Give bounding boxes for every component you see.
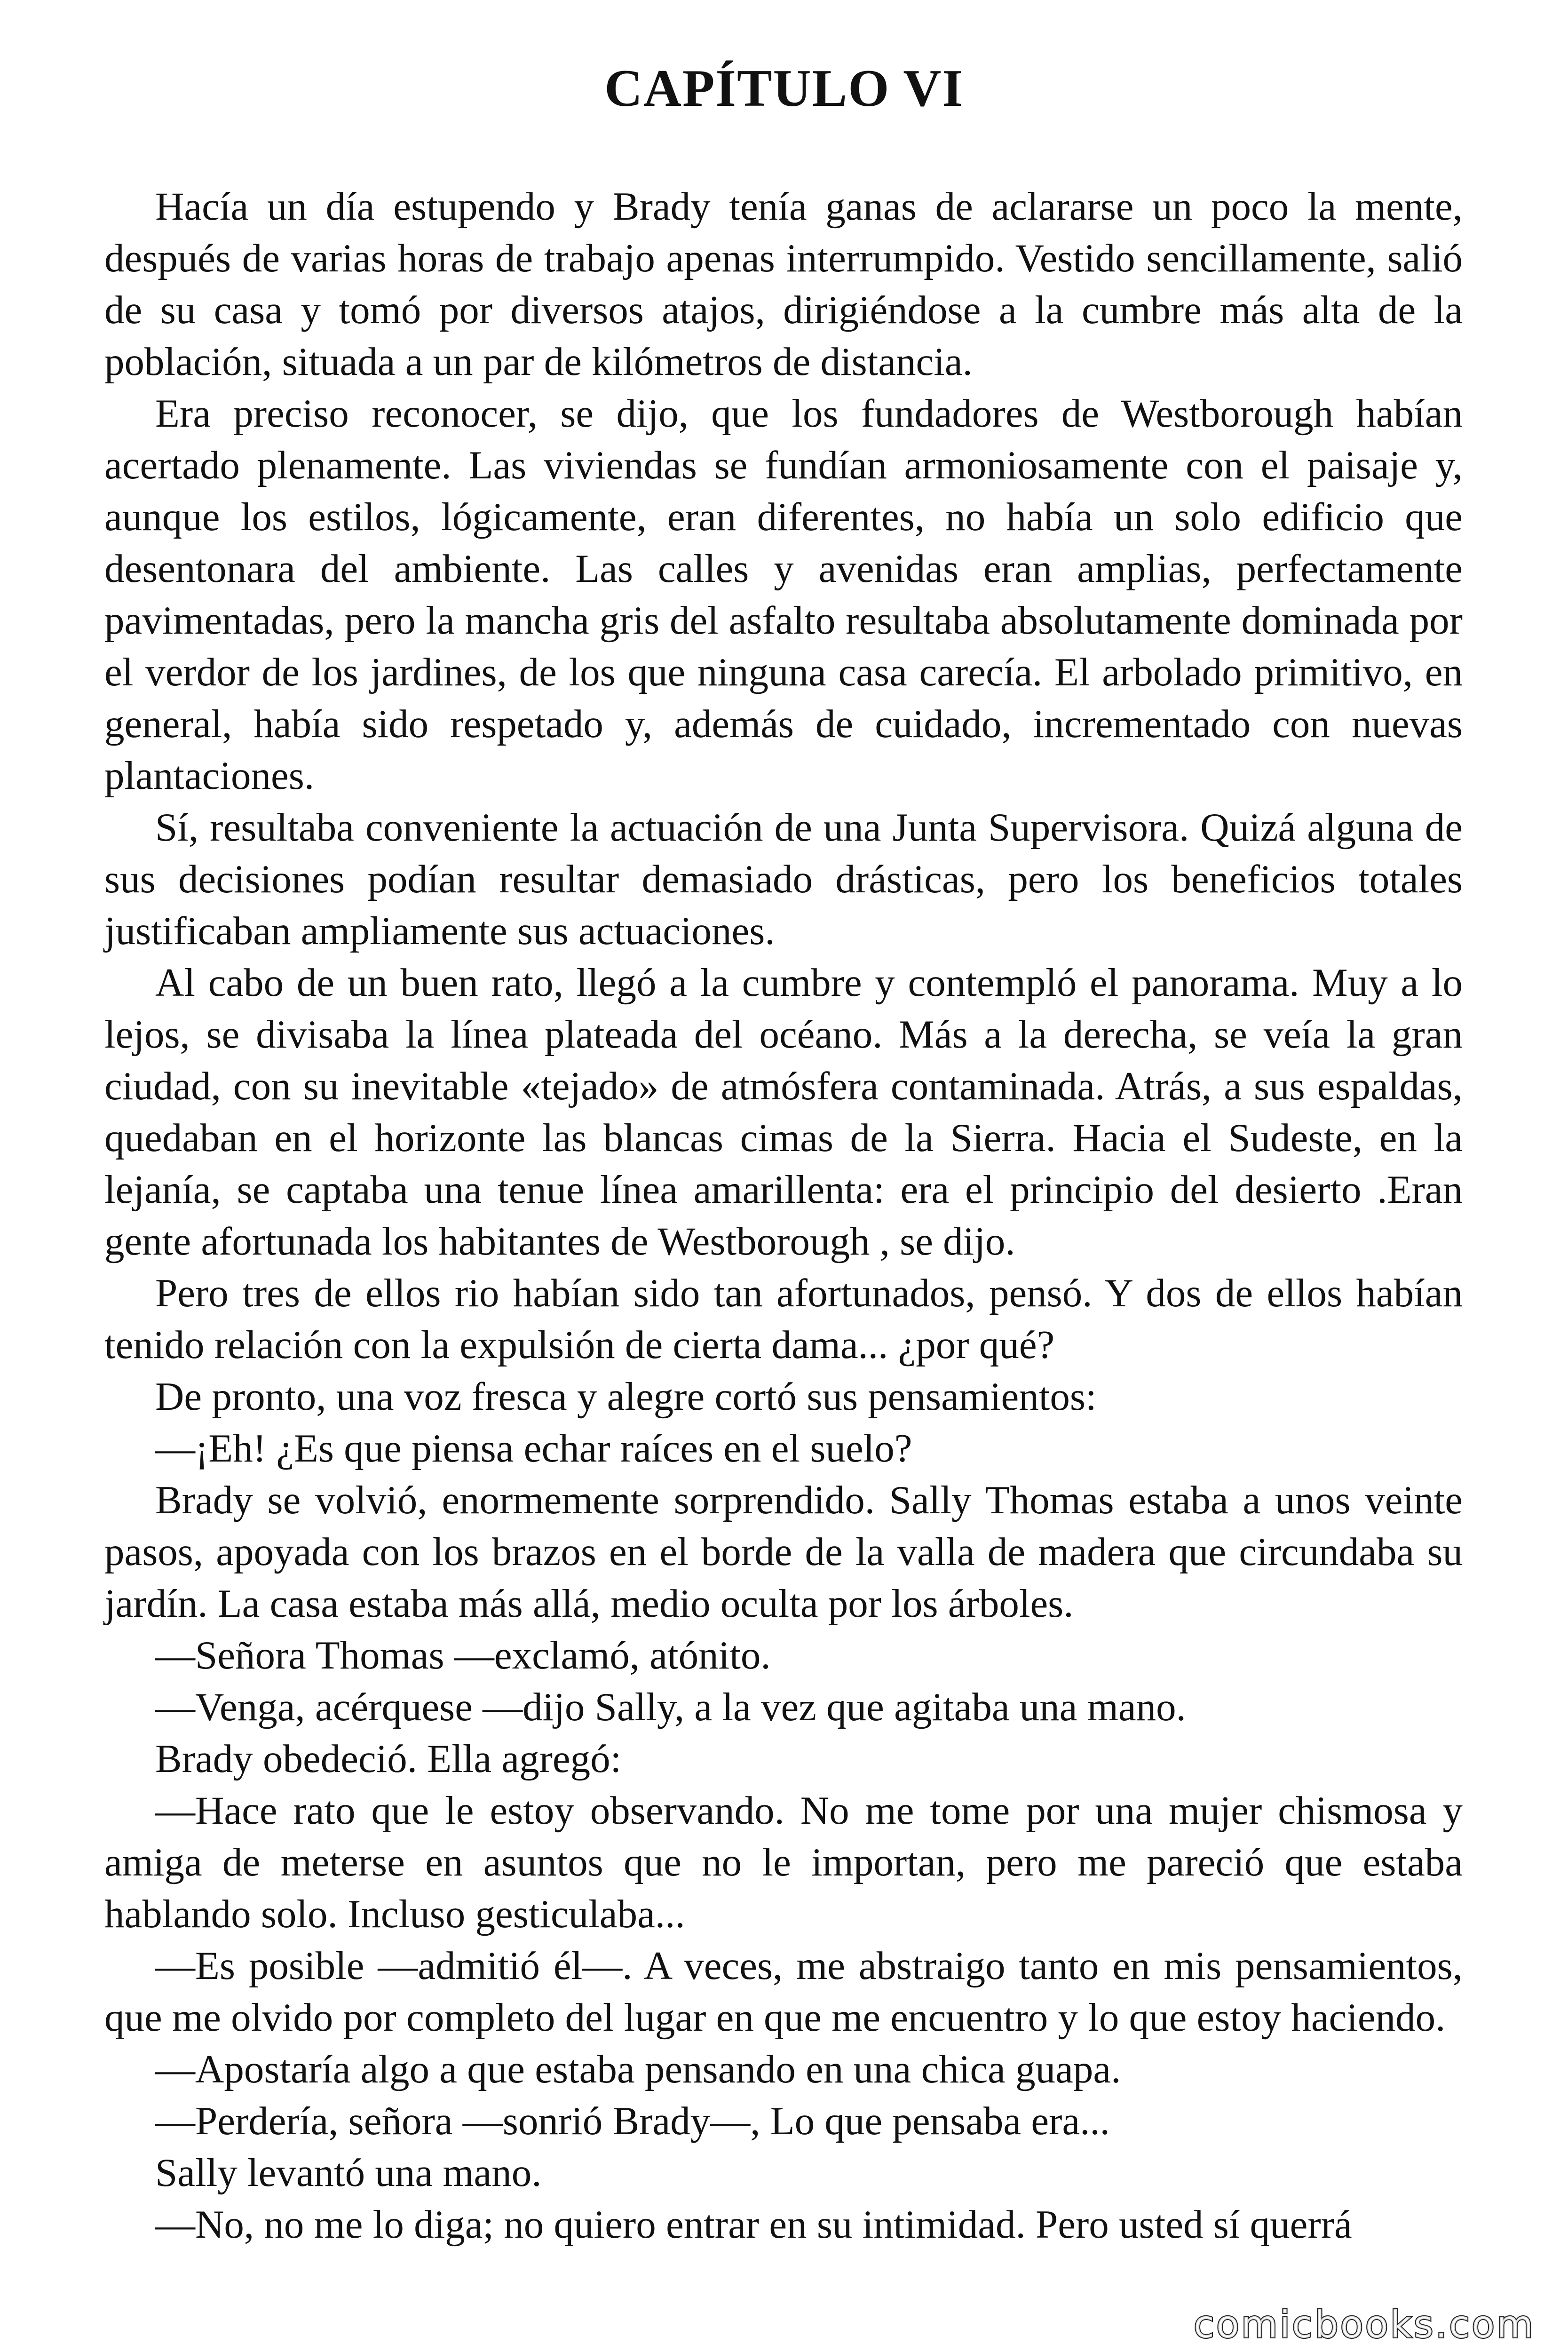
paragraph: Hacía un día estupendo y Brady tenía ganas de aclararse un poco la mente, después de varias horas de trabajo apenas interrumpido. Vestido sencillamente, salió de su casa y tomó por diversos atajos, dirigiéndose a la cumbre más alta de la población, situada a un par de kilómetros de distancia. — [104, 184, 1463, 384]
paragraph: —Perdería, señora —sonrió Brady—, Lo que pensaba era... — [155, 2099, 1110, 2143]
paragraph: —Hace rato que le estoy observando. No me tome por una mujer chismosa y amiga de meterse en asuntos que no le importan, pero me pareció que estaba hablando solo. Incluso gesticulaba... — [104, 1788, 1463, 1936]
paragraph: Al cabo de un buen rato, llegó a la cumbre y contempló el panorama. Muy a lo lejos, se divisaba la línea plateada del océano. Más a la derecha, se veía la gran ciudad, con su inevitable «tejado» de atmósfera contaminada. Atrás, a sus espaldas, quedaban en el horizonte las blancas cimas de la Sierra. Hacia el Sudeste, en la lejanía, se captaba una tenue línea amarillenta: era el principio del desierto .Eran gente afortunada los habitantes de Westborough , se dijo. — [104, 961, 1463, 1263]
paragraph: —Es posible —admitió él—. A veces, me abstraigo tanto en mis pensamientos, que me olvido por completo del lugar en que me encuentro y lo que estoy haciendo. — [104, 1944, 1463, 2040]
paragraph: Era preciso reconocer, se dijo, que los fundadores de Westborough habían acertado plenamente. Las viviendas se fundían armoniosamente con el paisaje y, aunque los estilos, lógicamente, eran diferentes, no había un solo edificio que desentonara del ambiente. Las calles y avenidas eran amplias, perfectamente pavimentadas, pero la mancha gris del asfalto resultaba absolutamente dominada por el verdor de los jardines, de los que ninguna casa carecía. El arbolado primitivo, en general, había sido respetado y, además de cuidado, incrementado con nuevas plantaciones. — [104, 391, 1463, 798]
paragraph: —No, no me lo diga; no quiero entrar en su intimidad. Pero usted sí querrá — [155, 2202, 1352, 2247]
paragraph: Brady obedeció. Ella agregó: — [155, 1737, 622, 1781]
paragraph: De pronto, una voz fresca y alegre cortó sus pensamientos: — [155, 1375, 1097, 1419]
chapter-title: CAPÍTULO VI — [604, 59, 964, 118]
paragraph: —¡Eh! ¿Es que piensa echar raíces en el suelo? — [155, 1426, 912, 1470]
paragraph: Sally levantó una mano. — [155, 2151, 542, 2195]
paragraph: —Venga, acérquese —dijo Sally, a la vez que agitaba una mano. — [155, 1685, 1186, 1729]
paragraph: Sí, resultaba conveniente la actuación de una Junta Supervisora. Quizá alguna de sus decisiones podían resultar demasiado drásticas, pero los beneficios totales justificaban ampliamente sus actuaciones. — [104, 805, 1463, 953]
chapter-body — [104, 181, 1463, 2250]
watermark: comicbooks.com — [1193, 2303, 1535, 2346]
paragraph: —Señora Thomas —exclamó, atónito. — [155, 1633, 771, 1677]
paragraph: —Apostaría algo a que estaba pensando en una chica guapa. — [155, 2047, 1121, 2091]
paragraph: Brady se volvió, enormemente sorprendido. Sally Thomas estaba a unos veinte pasos, apoyada con los brazos en el borde de la valla de madera que circundaba su jardín. La casa estaba más allá, medio oculta por los árboles. — [104, 1478, 1463, 1626]
paragraph: Pero tres de ellos rio habían sido tan afortunados, pensó. Y dos de ellos habían tenido relación con la expulsión de cierta dama... ¿por qué? — [104, 1271, 1463, 1367]
